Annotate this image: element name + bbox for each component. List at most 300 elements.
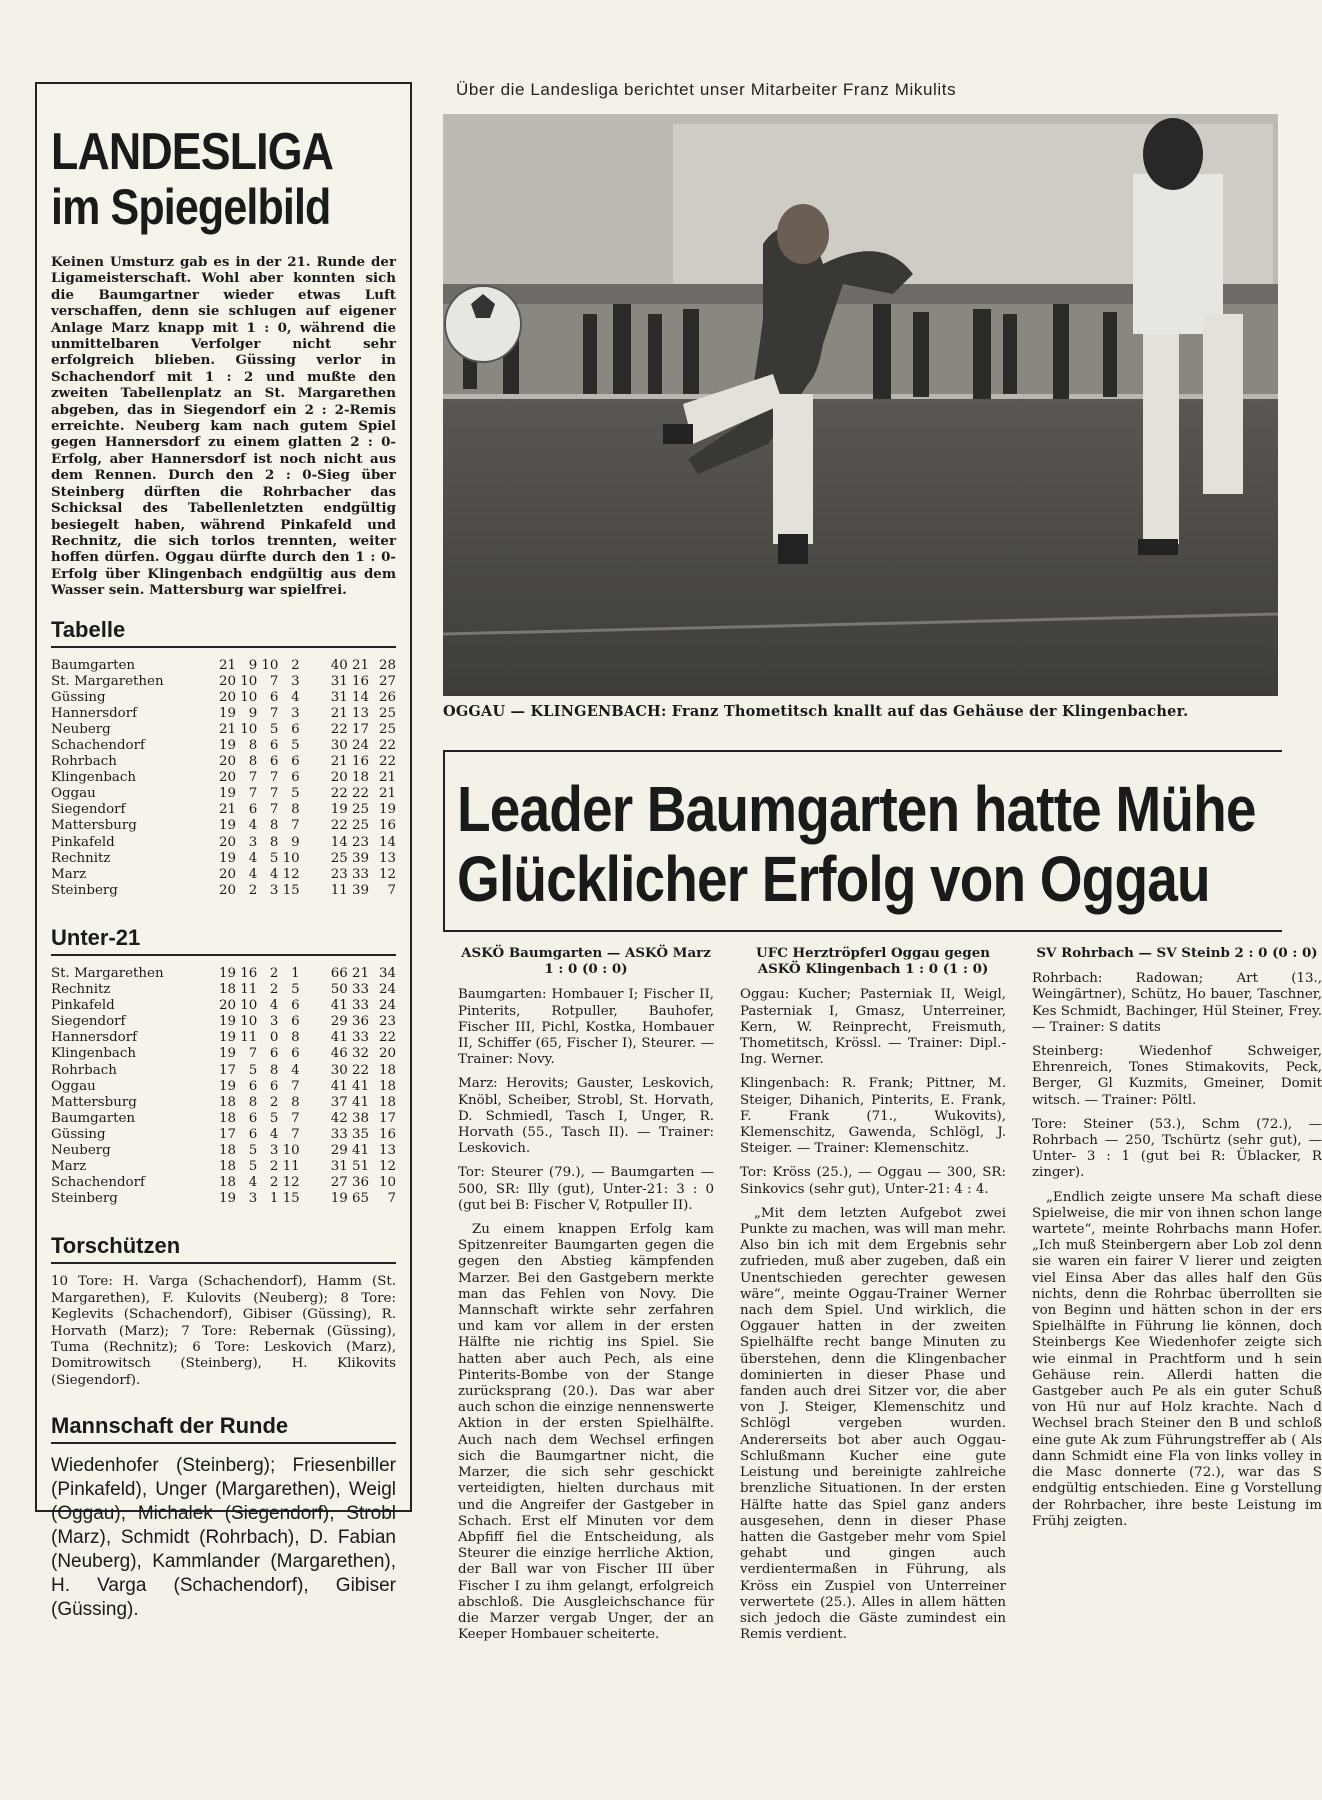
played: 18 (218, 1142, 237, 1158)
goals-against: 36 (351, 1175, 370, 1191)
points: 28 (378, 657, 397, 673)
goals-for: 40 (330, 657, 348, 673)
table-row (51, 658, 396, 674)
goals-for: 41 (330, 1078, 348, 1094)
goals-for: 46 (330, 1046, 348, 1062)
match-article: „Endlich zeigte unsere Ma schaft diese Spielweise, die mir von ihnen schon lange wartete“, meinte Rohrbachs mann Hofer. „Ich muß Steinbergern aber Lob zol denn sie waren ein fairer V lierer und zeigten viel Einsa Aber das alles half den Güs nichts, denn die Rohrbac überrollten sie von Beginn und hätten schon in der ers Spielhälfte in Führung lie können, doch Steinbergs Kee Wiedenhofer zeigte sich wie einmal in Prachtform und h sein Gehäuse rein. Allerdi hatten die Gastgeber auch Pe als ein guter Schuß von Hü nur auf Holz krachte. Nach d Wechsel brach Steiner den B und schloß eine gute Ak zum Führungstreffer ab ( Als dann Schmidt eine Fla von links volley in die Masc donnerte (72.), war das S endgültig entschieden. Eine g Vorstellung der Rohrbacher, ihre beste Leistung im Frühj zeigten. (1032, 1189, 1322, 1529)
tabelle-heading: Tabelle (51, 613, 396, 648)
played: 17 (218, 1126, 237, 1142)
team-name: Rohrbach (51, 1062, 117, 1078)
lost: 15 (282, 882, 300, 898)
lost: 4 (291, 1062, 300, 1078)
sidebar-title-line2: im Spiegelbild (51, 179, 331, 235)
lost: 6 (291, 1014, 300, 1030)
won: 7 (248, 1046, 258, 1062)
lost: 8 (291, 802, 300, 818)
team-name: St. Margarethen (51, 673, 164, 689)
headline-line2: Glücklicher Erfolg von Oggau (457, 843, 1210, 915)
goals-for: 29 (330, 1142, 348, 1158)
table-row (51, 835, 396, 851)
goals-against: 21 (351, 657, 370, 673)
goals-against: 33 (351, 1030, 370, 1046)
team-name: Oggau (51, 786, 96, 802)
played: 19 (218, 1191, 237, 1207)
played: 20 (218, 882, 237, 898)
goals-against: 39 (351, 850, 370, 866)
won: 8 (248, 738, 258, 753)
points: 18 (378, 1078, 397, 1094)
goals-against: 36 (351, 1014, 370, 1030)
drawn: 4 (269, 866, 279, 882)
drawn: 7 (269, 786, 279, 802)
points: 18 (378, 1062, 397, 1078)
team-name: Neuberg (51, 721, 111, 737)
goals-for: 33 (330, 1126, 348, 1142)
won: 11 (240, 982, 258, 998)
goals-for: 27 (330, 1175, 348, 1191)
won: 4 (248, 850, 258, 866)
team-of-round-text: Wiedenhofer (Steinberg); Friesenbiller (Pinkafeld), Unger (Margarethen), Weigl (Oggau), Michalek (Siegendorf), Strobl (Marz), Schmidt (Rohrbach), D. Fabian (Neuberg), Kammlander (Margarethen), H. Varga (Schachendorf), Gibiser (Güssing). (51, 1455, 396, 1621)
drawn: 2 (269, 1159, 279, 1175)
played: 19 (218, 1030, 237, 1046)
won: 7 (248, 786, 258, 802)
goals-against: 14 (351, 689, 370, 705)
scorers-heading: Torschützen (51, 1229, 396, 1264)
goals-for: 42 (330, 1110, 348, 1126)
team-name: Rechnitz (51, 982, 111, 998)
goals-against: 13 (351, 705, 370, 721)
lost: 3 (291, 705, 300, 721)
report-baumgarten-marz (458, 945, 714, 1651)
drawn: 5 (269, 850, 279, 866)
goals-against: 51 (351, 1159, 370, 1175)
drawn: 1 (269, 1191, 279, 1207)
points: 25 (378, 705, 397, 721)
points: 7 (387, 1191, 397, 1207)
drawn: 8 (269, 818, 279, 834)
table-row (51, 770, 396, 786)
table-row (51, 754, 396, 770)
points: 20 (378, 1046, 397, 1062)
team-of-round-heading: Mannschaft der Runde (51, 1409, 396, 1444)
goals-against: 25 (351, 818, 370, 834)
drawn: 3 (269, 882, 279, 898)
byline: Über die Landesliga berichtet unser Mitarbeiter Franz Mikulits (456, 80, 957, 99)
photo-caption: OGGAU — KLINGENBACH: Franz Thometitsch knallt auf das Gehäuse der Klingenbacher. (443, 703, 1189, 720)
team-name: Klingenbach (51, 1046, 136, 1062)
headline-box (443, 750, 1282, 932)
goals-for: 41 (330, 1030, 348, 1046)
won: 8 (248, 1094, 258, 1110)
team-name: St. Margarethen (51, 965, 164, 981)
drawn: 6 (269, 1046, 279, 1062)
lost: 9 (291, 834, 300, 850)
goals-against: 23 (351, 834, 370, 850)
points: 13 (378, 1142, 397, 1158)
team-name: Mattersburg (51, 818, 137, 834)
table-row (51, 706, 396, 722)
points: 16 (378, 818, 397, 834)
points: 22 (378, 738, 397, 753)
won: 5 (248, 1062, 258, 1078)
lost: 6 (291, 721, 300, 737)
lost: 6 (291, 998, 300, 1014)
goals-against: 18 (351, 770, 370, 786)
team-name: Rohrbach (51, 754, 117, 770)
won: 10 (240, 1014, 258, 1030)
drawn: 6 (269, 754, 279, 770)
table-row (51, 674, 396, 690)
lost: 7 (291, 818, 300, 834)
drawn: 7 (269, 705, 279, 721)
lost: 2 (291, 657, 300, 673)
drawn: 5 (269, 721, 279, 737)
report-rohrbach-steinberg (1032, 945, 1322, 1785)
lineup-away: Steinberg: Wiedenhof Schweiger, Ehrenreich, Tones Stimakovits, Peck, Berger, Gl Kuzmits, Gmeiner, Domit witsch. — Trainer: Pöltl. (1032, 1044, 1322, 1108)
goals-for: 30 (330, 1062, 348, 1078)
match-header: ASKÖ Baumgarten — ASKÖ Marz 1 : 0 (0 : 0) (461, 945, 711, 978)
lineup-away: Klingenbach: R. Frank; Pittner, M. Steiger, Dihanich, Pinterits, E. Frank, F. Frank (71., Wukovits), Klemenschitz, Gawenda, Schlögl, J. Steiger. — Trainer: Klemenschitz. (740, 1076, 1006, 1157)
table-row (51, 738, 396, 754)
table-row (51, 1175, 396, 1191)
table-row (51, 1046, 396, 1062)
team-name: Güssing (51, 1126, 106, 1142)
goals-against: 16 (351, 673, 370, 689)
table-row (51, 1095, 396, 1111)
points: 24 (378, 998, 397, 1014)
won: 3 (248, 834, 258, 850)
team-name: Siegendorf (51, 802, 126, 818)
team-name: Klingenbach (51, 770, 136, 786)
team-name: Oggau (51, 1078, 96, 1094)
played: 18 (218, 982, 237, 998)
points: 12 (378, 1159, 397, 1175)
goals-for: 22 (330, 721, 348, 737)
match-article: Zu einem knappen Erfolg kam Spitzenreiter Baumgarten gegen die gegen den Abstieg kämpfenden Marzer. Bei den Gastgebern merkte man das Fehlen von Novy. Die Mannschaft wirkte sehr zerfahren und kam vor allem in der ersten Hälfte nie richtig ins Spiel. Sie hatten aber auch Pech, als eine Pinterits-Bombe von der Stange zurücksprang (20.). Das war aber auch schon die einzige nennenswerte Aktion in der ersten Spielhälfte. Auch nach dem Wechsel erfingen sich die Baumgartner nicht, die Marzer, die sich sehr geschickt verteidigten, hielten durchaus mit und die Angreifer der Gastgeber in Schach. Erst elf Minuten vor dem Abpfiff fiel die Entscheidung, als Steurer die einzige herrliche Aktion, der Ball war von Fischer III über Fischer I zu ihm gelangt, erfolgreich abschloß. Die Ausgleichschance für die Marzer vergab Unger, der an Keeper Hombauer scheiterte. (458, 1222, 714, 1643)
drawn: 3 (269, 1014, 279, 1030)
goals-against: 33 (351, 998, 370, 1014)
won: 10 (240, 673, 258, 689)
table-row (51, 1063, 396, 1079)
played: 20 (218, 689, 237, 705)
table-row (51, 998, 396, 1014)
goals-against: 33 (351, 982, 370, 998)
table-row (51, 851, 396, 867)
lineup-home: Baumgarten: Hombauer I; Fischer II, Pinterits, Rotpuller, Bauhofer, Fischer III, Pichl, Kostka, Hombauer II, Schiffer (65, Fischer I), Steurer. — Trainer: Novy. (458, 987, 714, 1068)
won: 2 (248, 882, 258, 898)
goals-against: 25 (351, 802, 370, 818)
lost: 11 (282, 1159, 300, 1175)
won: 4 (248, 1175, 258, 1191)
team-name: Pinkafeld (51, 998, 115, 1014)
points: 26 (378, 689, 397, 705)
goals-for: 25 (330, 850, 348, 866)
table-row (51, 802, 396, 818)
goals-against: 41 (351, 1142, 370, 1158)
points: 21 (378, 770, 397, 786)
won: 4 (248, 818, 258, 834)
team-name: Steinberg (51, 1191, 118, 1207)
won: 5 (248, 1159, 258, 1175)
team-name: Siegendorf (51, 1014, 126, 1030)
team-name: Schachendorf (51, 1175, 145, 1191)
points: 16 (378, 1126, 397, 1142)
played: 19 (218, 1014, 237, 1030)
landesliga-sidebar (35, 82, 412, 1621)
goals-against: 21 (351, 965, 370, 981)
won: 6 (248, 1126, 258, 1142)
team-name: Baumgarten (51, 1110, 136, 1126)
goals-for: 66 (330, 965, 348, 981)
lineup-home: Oggau: Kucher; Pasterniak II, Weigl, Pasterniak I, Gmasz, Unterreiner, Kern, W. Reinprecht, Freismuth, Thometitsch, Krössl. — Trainer: Dipl.-Ing. Werner. (740, 987, 1006, 1068)
drawn: 5 (269, 1110, 279, 1126)
table-row (51, 1143, 396, 1159)
played: 19 (218, 818, 237, 834)
won: 10 (240, 689, 258, 705)
goals-for: 21 (330, 705, 348, 721)
played: 21 (218, 802, 237, 818)
sidebar-title-line1: LANDESLIGA (51, 123, 334, 181)
match-facts: Tore: Steiner (53.), Schm (72.), — Rohrbach — 250, Tschürtz (sehr gut), — Unter- 3 : 1 (gut bei R: Üblacker, R zinger). (1032, 1116, 1322, 1181)
goals-against: 22 (351, 786, 370, 802)
lost: 7 (291, 1110, 300, 1126)
team-name: Rechnitz (51, 850, 111, 866)
goals-for: 31 (330, 689, 348, 705)
table-row (51, 1159, 396, 1175)
league-table (51, 658, 396, 899)
lost: 12 (282, 1175, 300, 1191)
points: 22 (378, 754, 397, 770)
won: 11 (240, 1030, 258, 1046)
lost: 1 (291, 965, 300, 981)
lost: 5 (291, 982, 300, 998)
team-name: Hannersdorf (51, 1030, 138, 1046)
played: 20 (218, 834, 237, 850)
goals-against: 41 (351, 1078, 370, 1094)
match-facts: Tor: Steurer (79.), — Baumgarten — 500, SR: Illy (gut), Unter-21: 3 : 0 (gut bei B: Fischer V, Rotpuller II). (458, 1165, 714, 1213)
won: 5 (248, 1142, 258, 1158)
played: 18 (218, 1110, 237, 1126)
points: 34 (378, 965, 397, 981)
table-row (51, 1079, 396, 1095)
won: 3 (248, 1191, 258, 1207)
match-header: UFC Herztröpferl Oggau gegen ASKÖ Klingenbach 1 : 0 (1 : 0) (756, 945, 990, 978)
points: 27 (378, 673, 397, 689)
drawn: 7 (269, 673, 279, 689)
goals-for: 29 (330, 1014, 348, 1030)
team-name: Marz (51, 866, 87, 882)
scorers-text: 10 Tore: H. Varga (Schachendorf), Hamm (St. Margarethen), F. Kulovits (Neuberg); 8 Tore: Keglevits (Schachendorf), Gibiser (Güssing), R. Horvath (Marz); 7 Tore: Rebernak (Güssing), Tuma (Rechnitz); 6 Tore: Leskovich (Marz), Domitrowitsch (Steinberg), H. Klikovits (Siegendorf). (51, 1274, 396, 1388)
u21-heading: Unter-21 (51, 921, 396, 956)
goals-for: 37 (330, 1094, 348, 1110)
played: 18 (218, 1175, 237, 1191)
goals-for: 19 (330, 1191, 348, 1207)
won: 6 (248, 802, 258, 818)
lost: 8 (291, 1094, 300, 1110)
goals-for: 19 (330, 802, 348, 818)
table-row (51, 1014, 396, 1030)
table-row (51, 1191, 396, 1207)
drawn: 2 (269, 1094, 279, 1110)
goals-for: 22 (330, 818, 348, 834)
sidebar-intro: Keinen Umsturz gab es in der 21. Runde der Ligameisterschaft. Wohl aber konnten sich die Baumgartner wieder etwas Luft verschaffen, denn sie schlugen auf eigener Anlage Marz knapp mit 1 : 0, während die unmittelbaren Verfolger nicht sehr erfolgreich blieben. Güssing verlor in Schachendorf mit 1 : 2 und mußte den zweiten Tabellenplatz an St. Margarethen abgeben, das in Siegendorf ein 2 : 2-Remis erreichte. Neuberg kam nach gutem Spiel gegen Hannersdorf zu einem glatten 2 : 0-Erfolg, aber Hannersdorf ist noch nicht aus dem Rennen. Durch den 2 : 0-Sieg über Steinberg dürften die Rohrbacher das Schicksal des Tabellenletzten endgültig besiegelt haben, während Pinkafeld und Rechnitz, die sich torlos trennten, weiter hoffen dürfen. Oggau dürfte durch den 1 : 0-Erfolg über Klingenbach endgültig aus dem Wasser sein. Mattersburg war spielfrei. (51, 254, 396, 599)
goals-for: 14 (330, 834, 348, 850)
drawn: 4 (269, 1126, 279, 1142)
points: 12 (378, 866, 397, 882)
lineup-away: Marz: Herovits; Gauster, Leskovich, Knöbl, Scheiber, Strobl, St. Horvath, D. Schmiedl, Tasch I, Unger, R. Horvath (55., Tasch II). — Trainer: Leskovich. (458, 1076, 714, 1157)
team-name: Marz (51, 1159, 87, 1175)
played: 19 (218, 850, 237, 866)
lost: 10 (282, 850, 300, 866)
lost: 12 (282, 866, 300, 882)
played: 18 (218, 1094, 237, 1110)
goals-against: 41 (351, 1094, 370, 1110)
points: 7 (387, 882, 397, 898)
points: 21 (378, 786, 397, 802)
goals-against: 24 (351, 738, 370, 753)
lost: 7 (291, 1078, 300, 1094)
goals-for: 31 (330, 1159, 348, 1175)
drawn: 8 (269, 1062, 279, 1078)
goals-against: 65 (351, 1191, 370, 1207)
table-row (51, 966, 396, 982)
goals-for: 30 (330, 738, 348, 753)
points: 24 (378, 982, 397, 998)
drawn: 0 (269, 1030, 279, 1046)
drawn: 2 (269, 982, 279, 998)
goals-against: 33 (351, 866, 370, 882)
won: 6 (248, 1078, 258, 1094)
table-row (51, 1111, 396, 1127)
goals-for: 23 (330, 866, 348, 882)
lost: 6 (291, 754, 300, 770)
table-row (51, 690, 396, 706)
match-photo-graphic (443, 114, 1278, 696)
team-name: Steinberg (51, 882, 118, 898)
won: 9 (248, 657, 258, 673)
team-name: Hannersdorf (51, 705, 138, 721)
report-oggau-klingenbach (740, 945, 1006, 1651)
goals-for: 31 (330, 673, 348, 689)
drawn: 6 (269, 738, 279, 753)
points: 10 (378, 1175, 397, 1191)
played: 17 (218, 1062, 237, 1078)
goals-for: 41 (330, 998, 348, 1014)
lost: 7 (291, 1126, 300, 1142)
lost: 15 (282, 1191, 300, 1207)
table-row (51, 1127, 396, 1143)
team-name: Pinkafeld (51, 834, 115, 850)
won: 4 (248, 866, 258, 882)
played: 19 (218, 1046, 237, 1062)
won: 6 (248, 1110, 258, 1126)
match-photo (443, 114, 1278, 696)
points: 13 (378, 850, 397, 866)
played: 20 (218, 673, 237, 689)
table-row (51, 1030, 396, 1046)
goals-against: 35 (351, 1126, 370, 1142)
drawn: 6 (269, 1078, 279, 1094)
drawn: 2 (269, 965, 279, 981)
played: 18 (218, 1159, 237, 1175)
won: 10 (240, 721, 258, 737)
won: 9 (248, 705, 258, 721)
team-name: Güssing (51, 689, 106, 705)
points: 19 (378, 802, 397, 818)
played: 20 (218, 866, 237, 882)
lost: 8 (291, 1030, 300, 1046)
goals-against: 39 (351, 882, 370, 898)
goals-for: 11 (330, 882, 348, 898)
drawn: 6 (269, 689, 279, 705)
points: 14 (378, 834, 397, 850)
team-name: Baumgarten (51, 657, 136, 673)
match-header: SV Rohrbach — SV Steinb 2 : 0 (0 : 0) (1036, 945, 1318, 961)
table-row (51, 867, 396, 883)
lost: 4 (291, 689, 300, 705)
headline-line1: Leader Baumgarten hatte Mühe (457, 773, 1256, 845)
played: 19 (218, 738, 237, 753)
played: 19 (218, 965, 237, 981)
table-row (51, 883, 396, 899)
played: 20 (218, 770, 237, 786)
table-row (51, 982, 396, 998)
team-name: Mattersburg (51, 1094, 137, 1110)
points: 17 (378, 1110, 397, 1126)
goals-for: 21 (330, 754, 348, 770)
table-row (51, 786, 396, 802)
lost: 6 (291, 1046, 300, 1062)
points: 23 (378, 1014, 397, 1030)
match-article: „Mit dem letzten Aufgebot zwei Punkte zu machen, was will man mehr. Also bin ich mit dem Ergebnis sehr zufrieden, muß aber zugeben, daß ein Unentschieden gerechter gewesen wäre“, meinte Oggau-Trainer Werner nach dem Spiel. Und wirklich, die Oggauer hatten in der zweiten Spielhälfte recht bange Minuten zu überstehen, denn die Klingenbacher dominierten in dieser Phase und fanden auch drei Sitzer vor, die aber von J. Steiger, Klemenschitz und Schlögl vergeben wurden. Andererseits bot aber auch Oggau-Schlußmann Kucher eine gute Leistung und bereinigte zahlreiche brenzliche Situationen. In der ersten Hälfte hatte das Spiel ganz anders ausgesehen, denn in dieser Phase hatten die Gastgeber mehr vom Spiel gehabt und gingen auch verdientermaßen in Führung, als Kröss ein Zuspiel von Unterreiner verwertete (25.). Alles in allem hätten sich jedoch die Gäste zumindest ein Remis verdient. (740, 1205, 1006, 1643)
goals-for: 50 (330, 982, 348, 998)
played: 20 (218, 998, 237, 1014)
u21-table (51, 966, 396, 1207)
team-name: Neuberg (51, 1142, 111, 1158)
drawn: 3 (269, 1142, 279, 1158)
played: 21 (218, 721, 237, 737)
lost: 5 (291, 786, 300, 802)
played: 19 (218, 1078, 237, 1094)
drawn: 4 (269, 998, 279, 1014)
goals-for: 20 (330, 770, 348, 786)
drawn: 8 (269, 834, 279, 850)
lineup-home: Rohrbach: Radowan; Art (13., Weingärtner), Schütz, Ho bauer, Taschner, Kes Schmidt, Bachinger, Hül Steiner, Frey. — Trainer: S datits (1032, 971, 1322, 1035)
table-row (51, 818, 396, 834)
drawn: 10 (261, 657, 279, 673)
played: 19 (218, 786, 237, 802)
goals-against: 17 (351, 721, 370, 737)
lost: 6 (291, 770, 300, 786)
lost: 10 (282, 1142, 300, 1158)
table-row (51, 722, 396, 738)
won: 16 (240, 965, 258, 981)
played: 20 (218, 754, 237, 770)
won: 7 (248, 770, 258, 786)
drawn: 2 (269, 1175, 279, 1191)
goals-against: 32 (351, 1046, 370, 1062)
points: 22 (378, 1030, 397, 1046)
goals-against: 38 (351, 1110, 370, 1126)
goals-for: 22 (330, 786, 348, 802)
points: 25 (378, 721, 397, 737)
points: 18 (378, 1094, 397, 1110)
match-facts: Tor: Kröss (25.), — Oggau — 300, SR: Sinkovics (sehr gut), Unter-21: 4 : 4. (740, 1165, 1006, 1197)
played: 19 (218, 705, 237, 721)
played: 21 (218, 657, 237, 673)
won: 8 (248, 754, 258, 770)
lost: 5 (291, 738, 300, 753)
